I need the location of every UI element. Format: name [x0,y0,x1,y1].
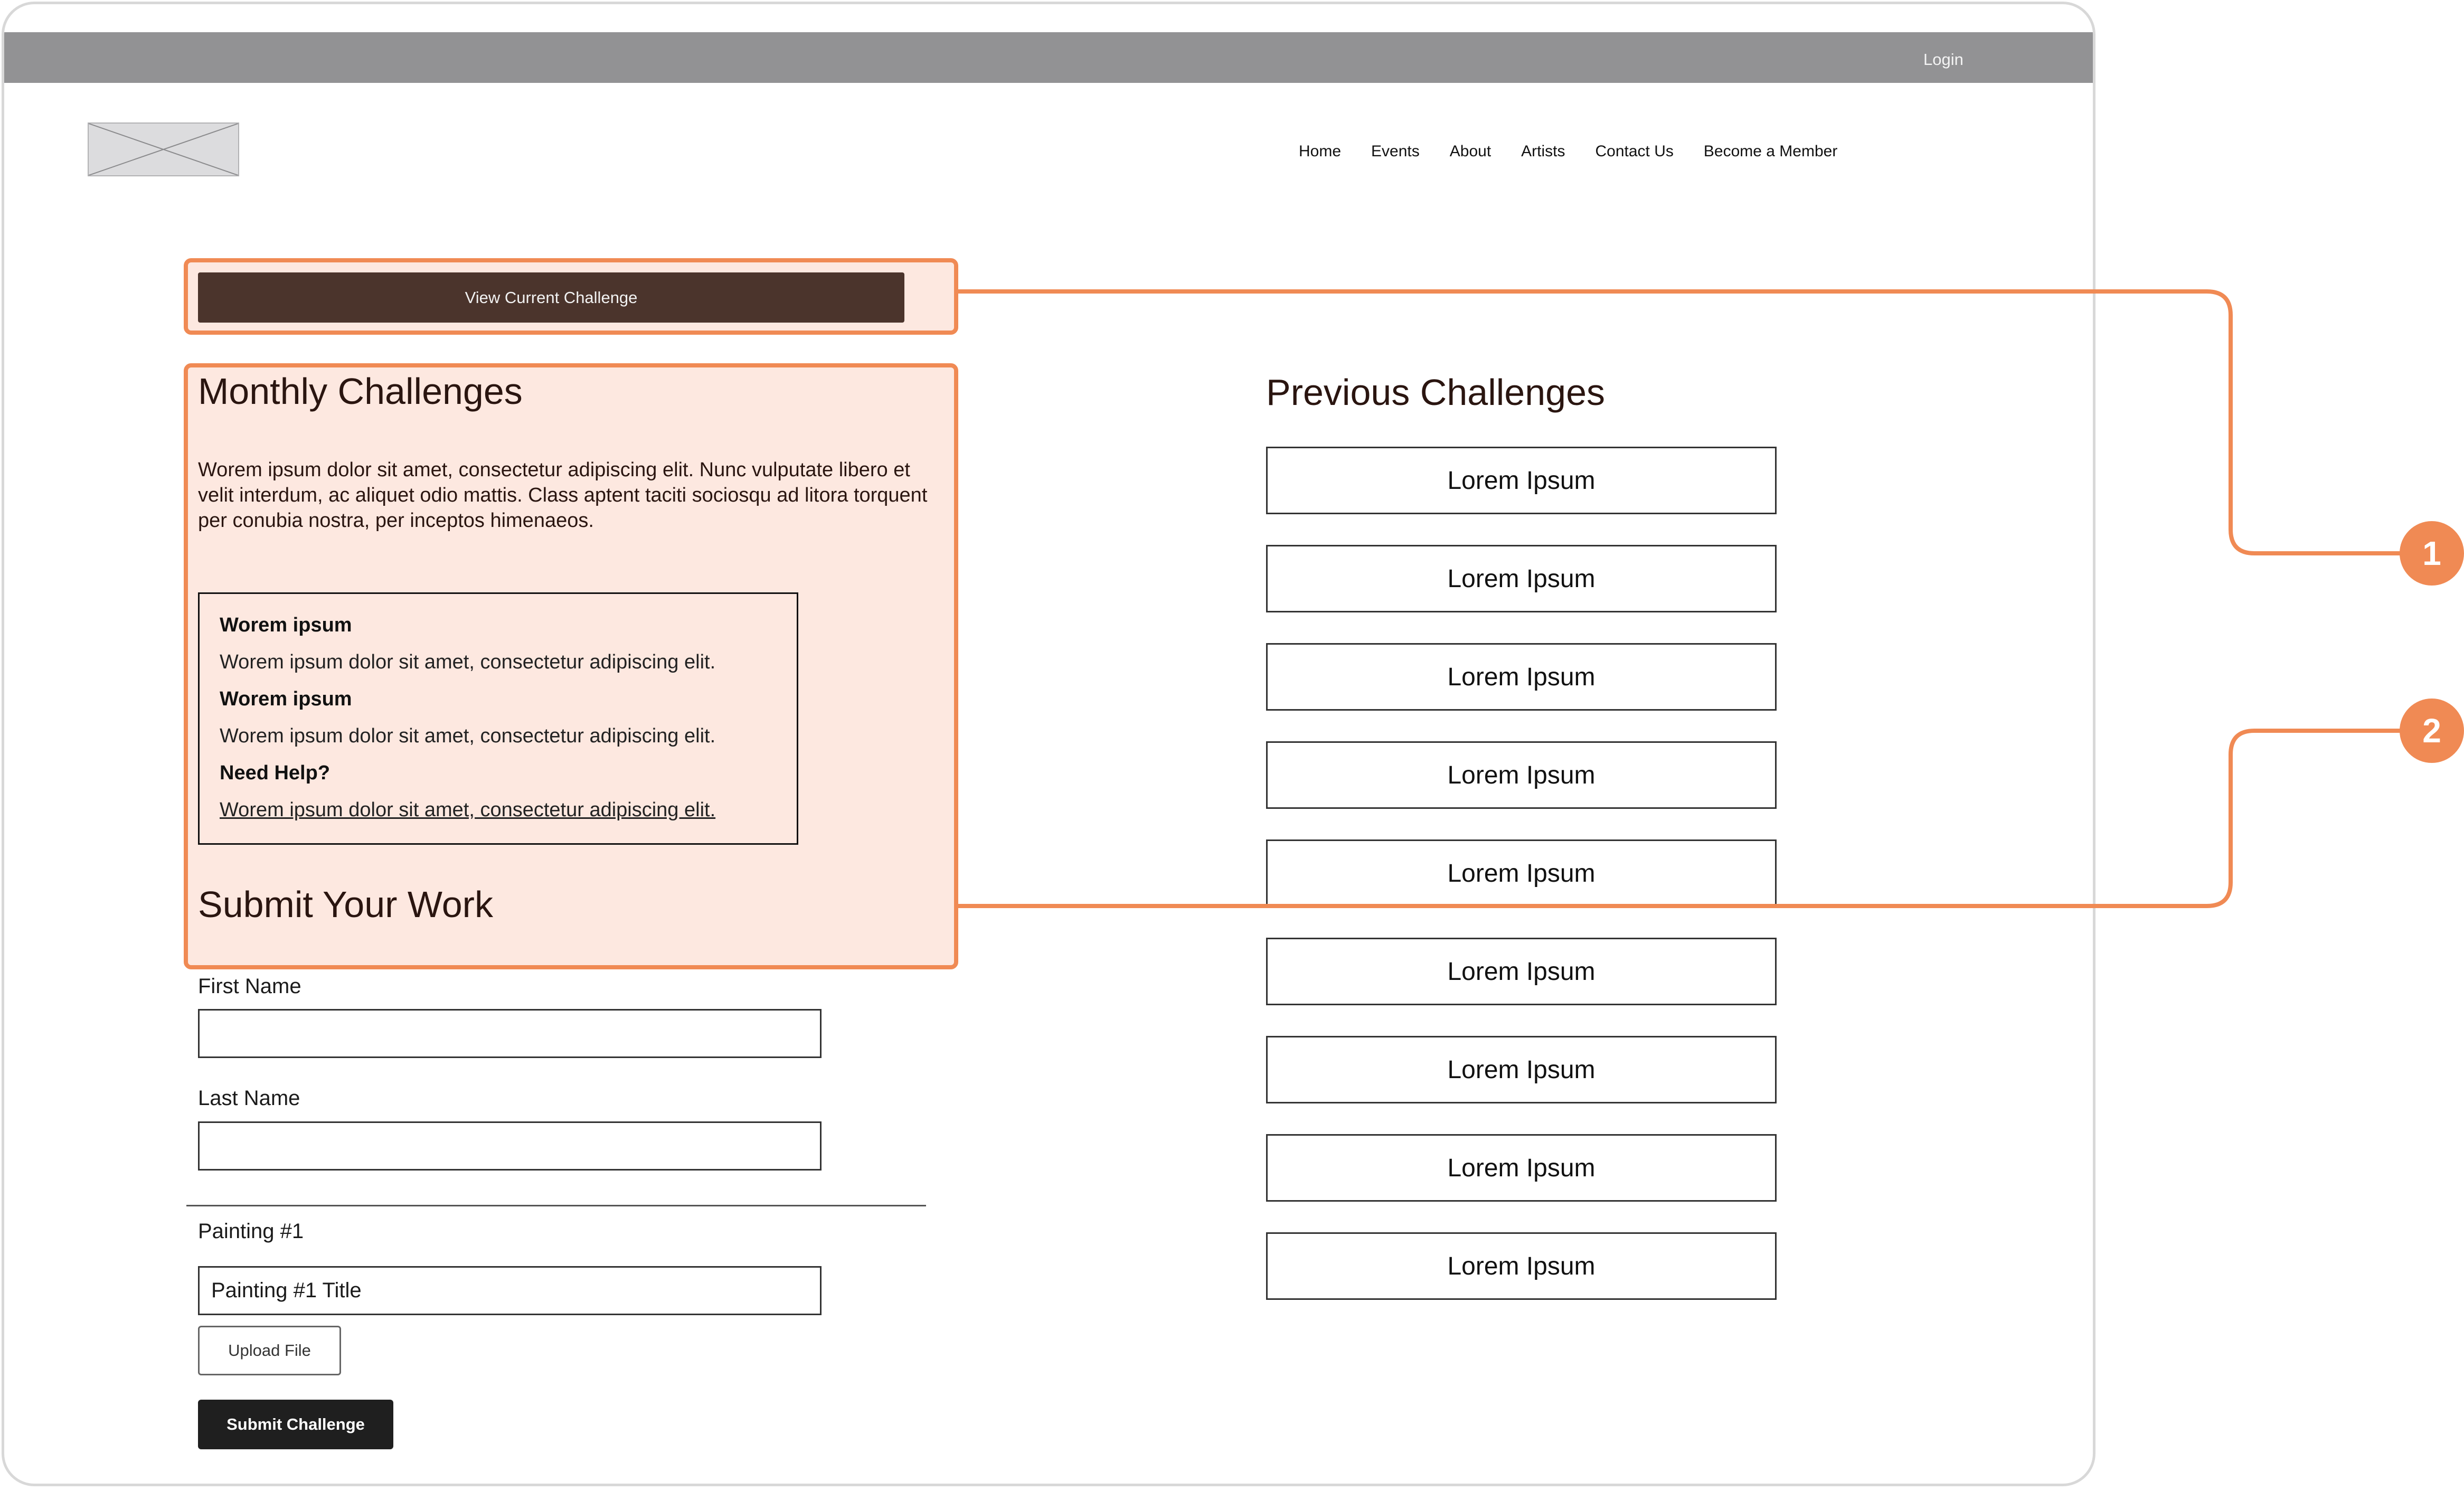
nav-artists[interactable]: Artists [1521,143,1565,160]
previous-challenge-item[interactable]: Lorem Ipsum [1266,643,1777,711]
submit-work-title: Submit Your Work [198,884,493,925]
nav-home[interactable]: Home [1299,143,1342,160]
info-text-1: Worem ipsum dolor sit amet, consectetur adipiscing elit. [220,651,716,673]
previous-challenge-item[interactable]: Lorem Ipsum [1266,1232,1777,1300]
previous-challenge-item[interactable]: Lorem Ipsum [1266,545,1777,612]
monthly-challenges-title: Monthly Challenges [198,371,523,412]
info-text-2: Worem ipsum dolor sit amet, consectetur adipiscing elit. [220,725,716,747]
need-help-heading: Need Help? [220,762,331,784]
nav-contact-us[interactable]: Contact Us [1595,143,1674,160]
connector-line-2 [956,731,2402,906]
nav-about[interactable]: About [1449,143,1491,160]
first-name-label: First Name [198,975,301,998]
previous-challenge-item[interactable]: Lorem Ipsum [1266,741,1777,809]
previous-challenge-item[interactable]: Lorem Ipsum [1266,839,1777,907]
info-heading-1: Worem ipsum [220,614,352,636]
monthly-intro-text: Worem ipsum dolor sit amet, consectetur adipiscing elit. Nunc vulputate libero et velit interdum, ac aliquet odio mattis. Class aptent taciti sociosqu ad litora torquent per conubia nostra, per inceptos himenaeos. [198,459,928,532]
previous-challenges-title: Previous Challenges [1266,372,1606,413]
nav-become-member[interactable]: Become a Member [1703,143,1838,160]
previous-challenge-item[interactable]: Lorem Ipsum [1266,447,1777,514]
submit-challenge-button[interactable]: Submit Challenge [198,1400,393,1449]
callout-badge-1: 1 [2400,521,2464,586]
previous-challenge-item[interactable]: Lorem Ipsum [1266,938,1777,1005]
help-link[interactable]: Worem ipsum dolor sit amet, consectetur adipiscing elit. [220,799,716,821]
previous-challenge-item[interactable]: Lorem Ipsum [1266,1134,1777,1202]
info-heading-2: Worem ipsum [220,688,352,710]
last-name-label: Last Name [198,1087,300,1110]
callout-badge-2: 2 [2400,699,2464,763]
previous-challenge-item[interactable]: Lorem Ipsum [1266,1036,1777,1103]
painting-1-label: Painting #1 [198,1220,304,1243]
upload-file-button[interactable]: Upload File [198,1326,341,1375]
login-link[interactable]: Login [1923,50,1963,69]
view-current-challenge-button[interactable]: View Current Challenge [198,272,904,323]
connector-line-1 [956,291,2402,553]
nav-events[interactable]: Events [1371,143,1420,160]
